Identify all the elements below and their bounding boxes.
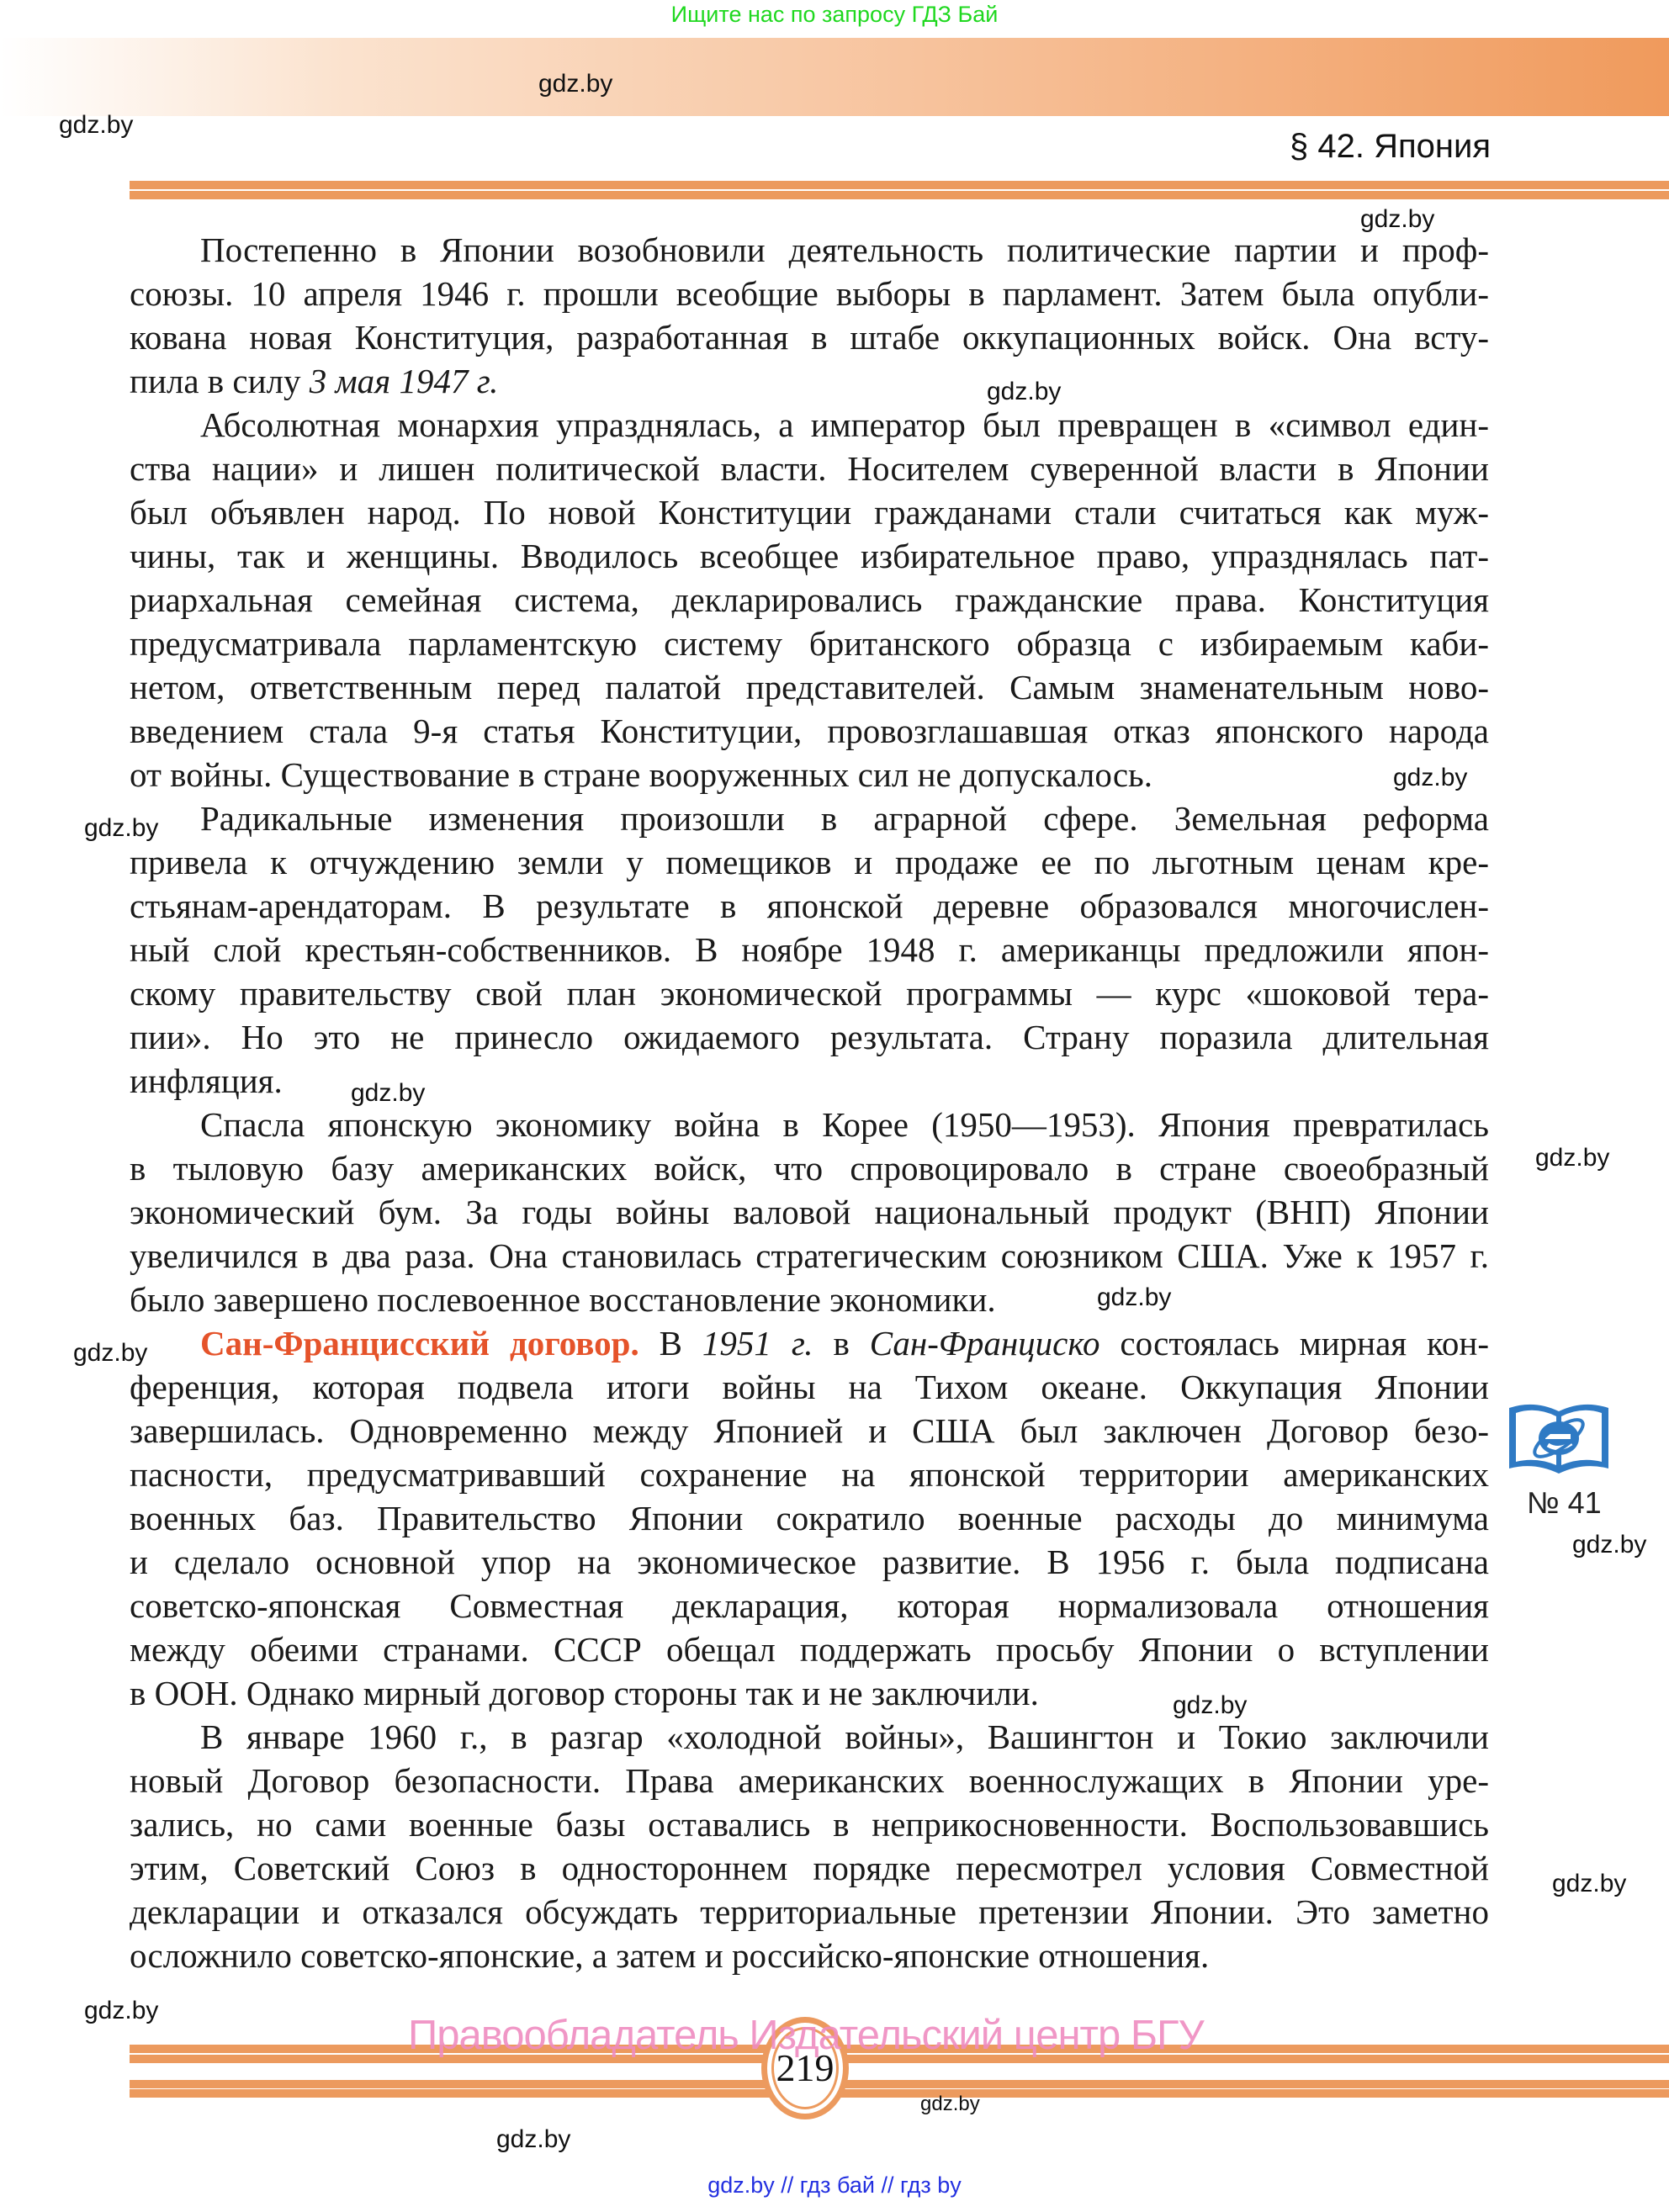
text-line: увеличился в два раза. Она становилась стратегическим союзником США. Уже к 1957 г. — [130, 1236, 1489, 1275]
text-line: Абсолютная монархия упразднялась, а император был превращен в «символ един- — [200, 405, 1489, 444]
text-line: завершилась. Одновременно между Японией и США был заключен Договор безо- — [130, 1411, 1489, 1450]
watermark: gdz.by — [59, 111, 134, 139]
text-line: этим, Советский Союз в одностороннем порядке пересмотрел условия Совместной — [130, 1849, 1489, 1887]
emphasis: Сан-Франциско — [869, 1324, 1100, 1363]
text-line — [130, 359, 1489, 403]
text-line: Постепенно в Японии возобновили деятельность политические партии и проф- — [200, 230, 1489, 269]
text-line: предусматривала парламентскую систему британского образца с избираемым каби- — [130, 624, 1489, 663]
text-line: осложнило советско-японские, а затем и российско-японские отношения. — [130, 1936, 1210, 1975]
header-band — [0, 38, 1669, 116]
text-line: Радикальные изменения произошли в аграрной сфере. Земельная реформа — [200, 799, 1489, 838]
header-rule — [130, 181, 1669, 189]
text-line: между обеими странами. СССР обещал поддержать просьбу Японии о вступлении — [130, 1630, 1489, 1669]
text-line: советско-японская Совместная декларация, которая нормализовала отношения — [130, 1586, 1489, 1625]
text-line: инфляция. — [130, 1061, 283, 1100]
text-line: ференция, которая подвела итоги войны на Тихом океане. Оккупация Японии — [130, 1368, 1489, 1406]
text-line: в тыловую базу американских войск, что спровоцировало в стране своеобразный — [130, 1149, 1489, 1188]
text-line: и сделало основной упор на экономическое развитие. В 1956 г. была подписана — [130, 1543, 1489, 1581]
watermark: gdz.by — [496, 2125, 571, 2153]
e-book-icon[interactable] — [1506, 1401, 1612, 1479]
footer-rule — [130, 2089, 1669, 2098]
text-line: кована новая Конституция, разработанная в штабе оккупационных войск. Она всту- — [130, 318, 1489, 357]
header-rule — [130, 191, 1669, 199]
watermark: gdz.by — [1173, 1691, 1248, 1719]
text-line: ства нации» и лишен политической власти. Носителем суверенной власти в Японии — [130, 449, 1489, 488]
text-line: от войны. Существование в стране вооруженных сил не допускалось. — [130, 755, 1152, 794]
page-number: 219 — [776, 2046, 834, 2089]
text-line: был объявлен народ. По новой Конституции гражданами стали считаться как муж- — [130, 493, 1489, 532]
text-span: В — [638, 1324, 702, 1363]
text-line: новый Договор безопасности. Права американских военнослужащих в Японии уре- — [130, 1761, 1489, 1800]
text-line: пасности, предусматривавший сохранение на японской территории американских — [130, 1455, 1489, 1494]
text-line: скому правительству свой план экономической программы — курс «шоковой тера- — [130, 974, 1489, 1013]
text-line: декларации и отказался обсуждать территориальные претензии Японии. Это заметно — [130, 1892, 1489, 1931]
text-span: пила в силу — [130, 362, 310, 400]
resource-number-label: № 41 — [1527, 1485, 1602, 1520]
copyright-watermark: Правообладатель Издательский центр БГУ — [408, 2013, 1204, 2058]
watermark: gdz.by — [1572, 1531, 1647, 1558]
text-line: риархальная семейная система, декларировались гражданские права. Конституция — [130, 580, 1489, 619]
text-line: военных баз. Правительство Японии сократило военные расходы до минимума — [130, 1499, 1489, 1537]
text-line: пии». Но это не принесло ожидаемого результата. Страну поразила длительная — [130, 1018, 1489, 1056]
footer-rule — [130, 2080, 1669, 2088]
watermark: gdz.by — [1535, 1144, 1610, 1172]
watermark: gdz.by — [1097, 1283, 1172, 1311]
text-line: союзы. 10 апреля 1946 г. прошли всеобщие выборы в парламент. Затем была опубли- — [130, 274, 1489, 313]
search-hint-banner: Ищите нас по запросу ГДЗ Бай — [670, 2, 999, 27]
watermark: gdz.by — [987, 378, 1062, 405]
watermark: gdz.by — [538, 70, 613, 98]
watermark: gdz.by — [1393, 764, 1468, 791]
text-line: чины, так и женщины. Вводилось всеобщее избирательное право, упразднялась пат- — [130, 537, 1489, 575]
watermark: gdz.by — [73, 1339, 148, 1367]
text-line: ный слой крестьян-собственников. В ноябре 1948 г. американцы предложили япон- — [130, 930, 1489, 969]
watermark: gdz.by — [920, 2093, 980, 2115]
text-line: зались, но сами военные базы оставались в неприкосновенности. Воспользовавшись — [130, 1805, 1489, 1844]
text-line: стьянам-арендаторам. В результате в японской деревне образовался многочислен- — [130, 886, 1489, 925]
text-line: введением стала 9-я статья Конституции, провозглашавшая отказ японского народа — [130, 712, 1489, 750]
watermark: gdz.by — [1552, 1870, 1627, 1897]
bottom-links[interactable]: gdz.by // гдз бай // гдз by — [707, 2172, 962, 2198]
text-line: нетом, ответственным перед палатой представителей. Самым знаменательным ново- — [130, 668, 1489, 706]
text-line: было завершено послевоенное восстановление экономики. — [130, 1280, 996, 1319]
section-title: § 42. Япония — [1290, 128, 1491, 165]
text-line: В январе 1960 г., в разгар «холодной войны», Вашингтон и Токио заключили — [200, 1717, 1489, 1756]
body-text — [130, 228, 1489, 1977]
text-line: в ООН. Однако мирный договор стороны так и не заключили. — [130, 1674, 1039, 1712]
text-span: состоялась мирная кон- — [1099, 1324, 1489, 1363]
emphasis: 3 мая 1947 г. — [309, 362, 499, 400]
subheading: Сан-Францисский договор. — [200, 1324, 639, 1363]
watermark: gdz.by — [351, 1079, 426, 1107]
watermark: gdz.by — [84, 1997, 159, 2024]
watermark: gdz.by — [84, 814, 159, 842]
text-line: экономический бум. За годы войны валовой национальный продукт (ВНП) Японии — [130, 1193, 1489, 1231]
watermark: gdz.by — [1360, 205, 1435, 233]
text-line: привела к отчуждению земли у помещиков и продаже ее по льготным ценам кре- — [130, 843, 1489, 881]
text-line: Спасла японскую экономику война в Корее (1950—1953). Япония превратилась — [200, 1105, 1489, 1144]
emphasis: 1951 г. — [702, 1324, 813, 1363]
text-span: в — [813, 1324, 870, 1363]
text-line — [130, 1321, 1489, 1365]
